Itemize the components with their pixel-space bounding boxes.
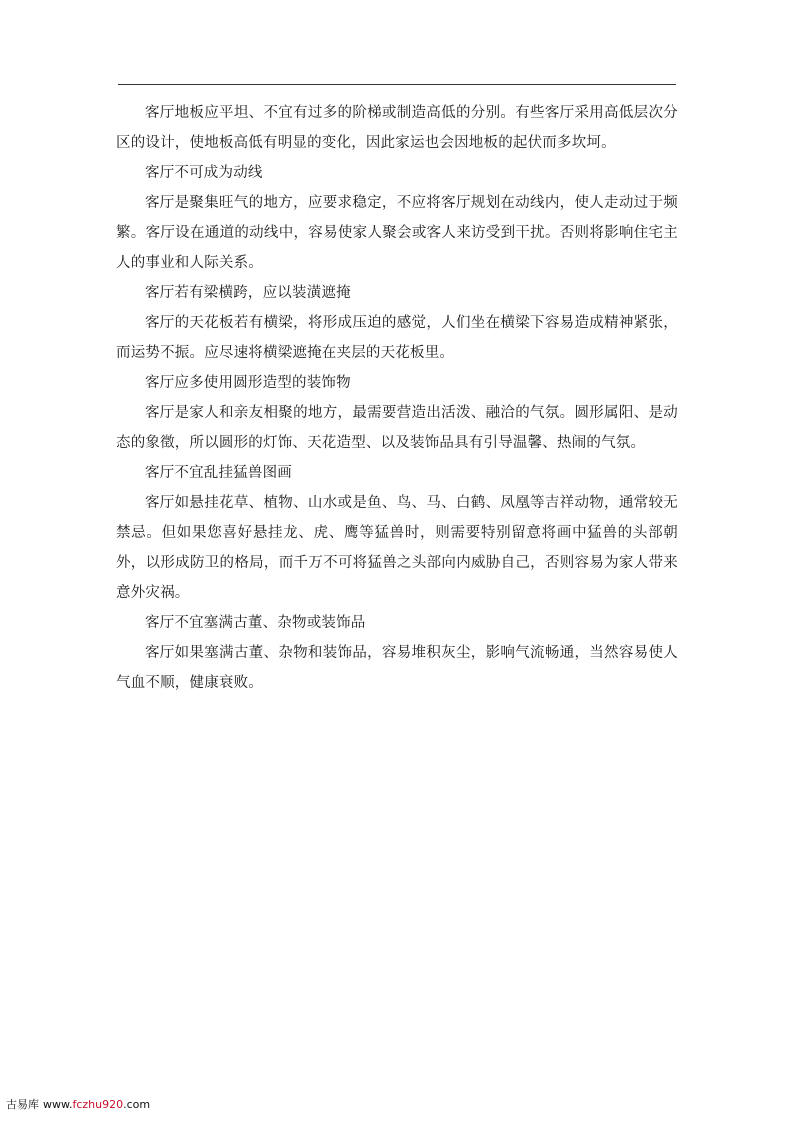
heading-clutter: 客厅不宜塞满古董、杂物或装饰品 [145, 615, 366, 631]
paragraph-beast-paintings: 客厅如悬挂花草、植物、山水或是鱼、鸟、马、白鹤、凤凰等吉祥动物，通常较无禁忌。但如果您喜好悬挂龙、虎、鹰等猛兽时，则需要特别留意将画中猛兽的头部朝外，以形成防卫的格局，而千万不可将猛兽之头部向内威胁自己，否则容易为家人带来意外灾祸。 [116, 495, 678, 601]
heading-not-walkway: 客厅不可成为动线 [145, 165, 263, 181]
footer-site-name: 古易库 [6, 1098, 39, 1111]
paragraph-floor: 客厅地板应平坦、不宜有过多的阶梯或制造高低的分别。有些客厅采用高低层次分区的设计，使地板高低有明显的变化，因此家运也会因地板的起伏而多坎坷。 [116, 105, 678, 151]
document-body [116, 98, 678, 698]
footer-watermark [6, 1096, 150, 1112]
footer-url-suffix[interactable]: .com [123, 1098, 151, 1111]
footer-url-domain[interactable]: fczhu920 [72, 1098, 124, 1111]
footer-url-prefix[interactable]: www. [43, 1098, 73, 1111]
heading-beam: 客厅若有梁横跨，应以装潢遮掩 [145, 285, 351, 301]
heading-round-decor: 客厅应多使用圆形造型的装饰物 [145, 375, 351, 391]
paragraph-beam: 客厅的天花板若有横梁，将形成压迫的感觉，人们坐在横梁下容易造成精神紧张，而运势不振。应尽速将横梁遮掩在夹层的天花板里。 [116, 315, 678, 361]
header-rule [118, 84, 676, 85]
heading-beast-paintings: 客厅不宜乱挂猛兽图画 [145, 465, 292, 481]
paragraph-round-decor: 客厅是家人和亲友相聚的地方，最需要营造出活泼、融洽的气氛。圆形属阳、是动态的象徵，所以圆形的灯饰、天花造型、以及装饰品具有引导温馨、热闹的气氛。 [116, 405, 678, 451]
paragraph-clutter: 客厅如果塞满古董、杂物和装饰品，容易堆积灰尘，影响气流畅通，当然容易使人气血不顺，健康衰败。 [116, 645, 678, 691]
paragraph-not-walkway: 客厅是聚集旺气的地方，应要求稳定，不应将客厅规划在动线内，使人走动过于频繁。客厅设在通道的动线中，容易使家人聚会或客人来访受到干扰。否则将影响住宅主人的事业和人际关系。 [116, 195, 678, 271]
